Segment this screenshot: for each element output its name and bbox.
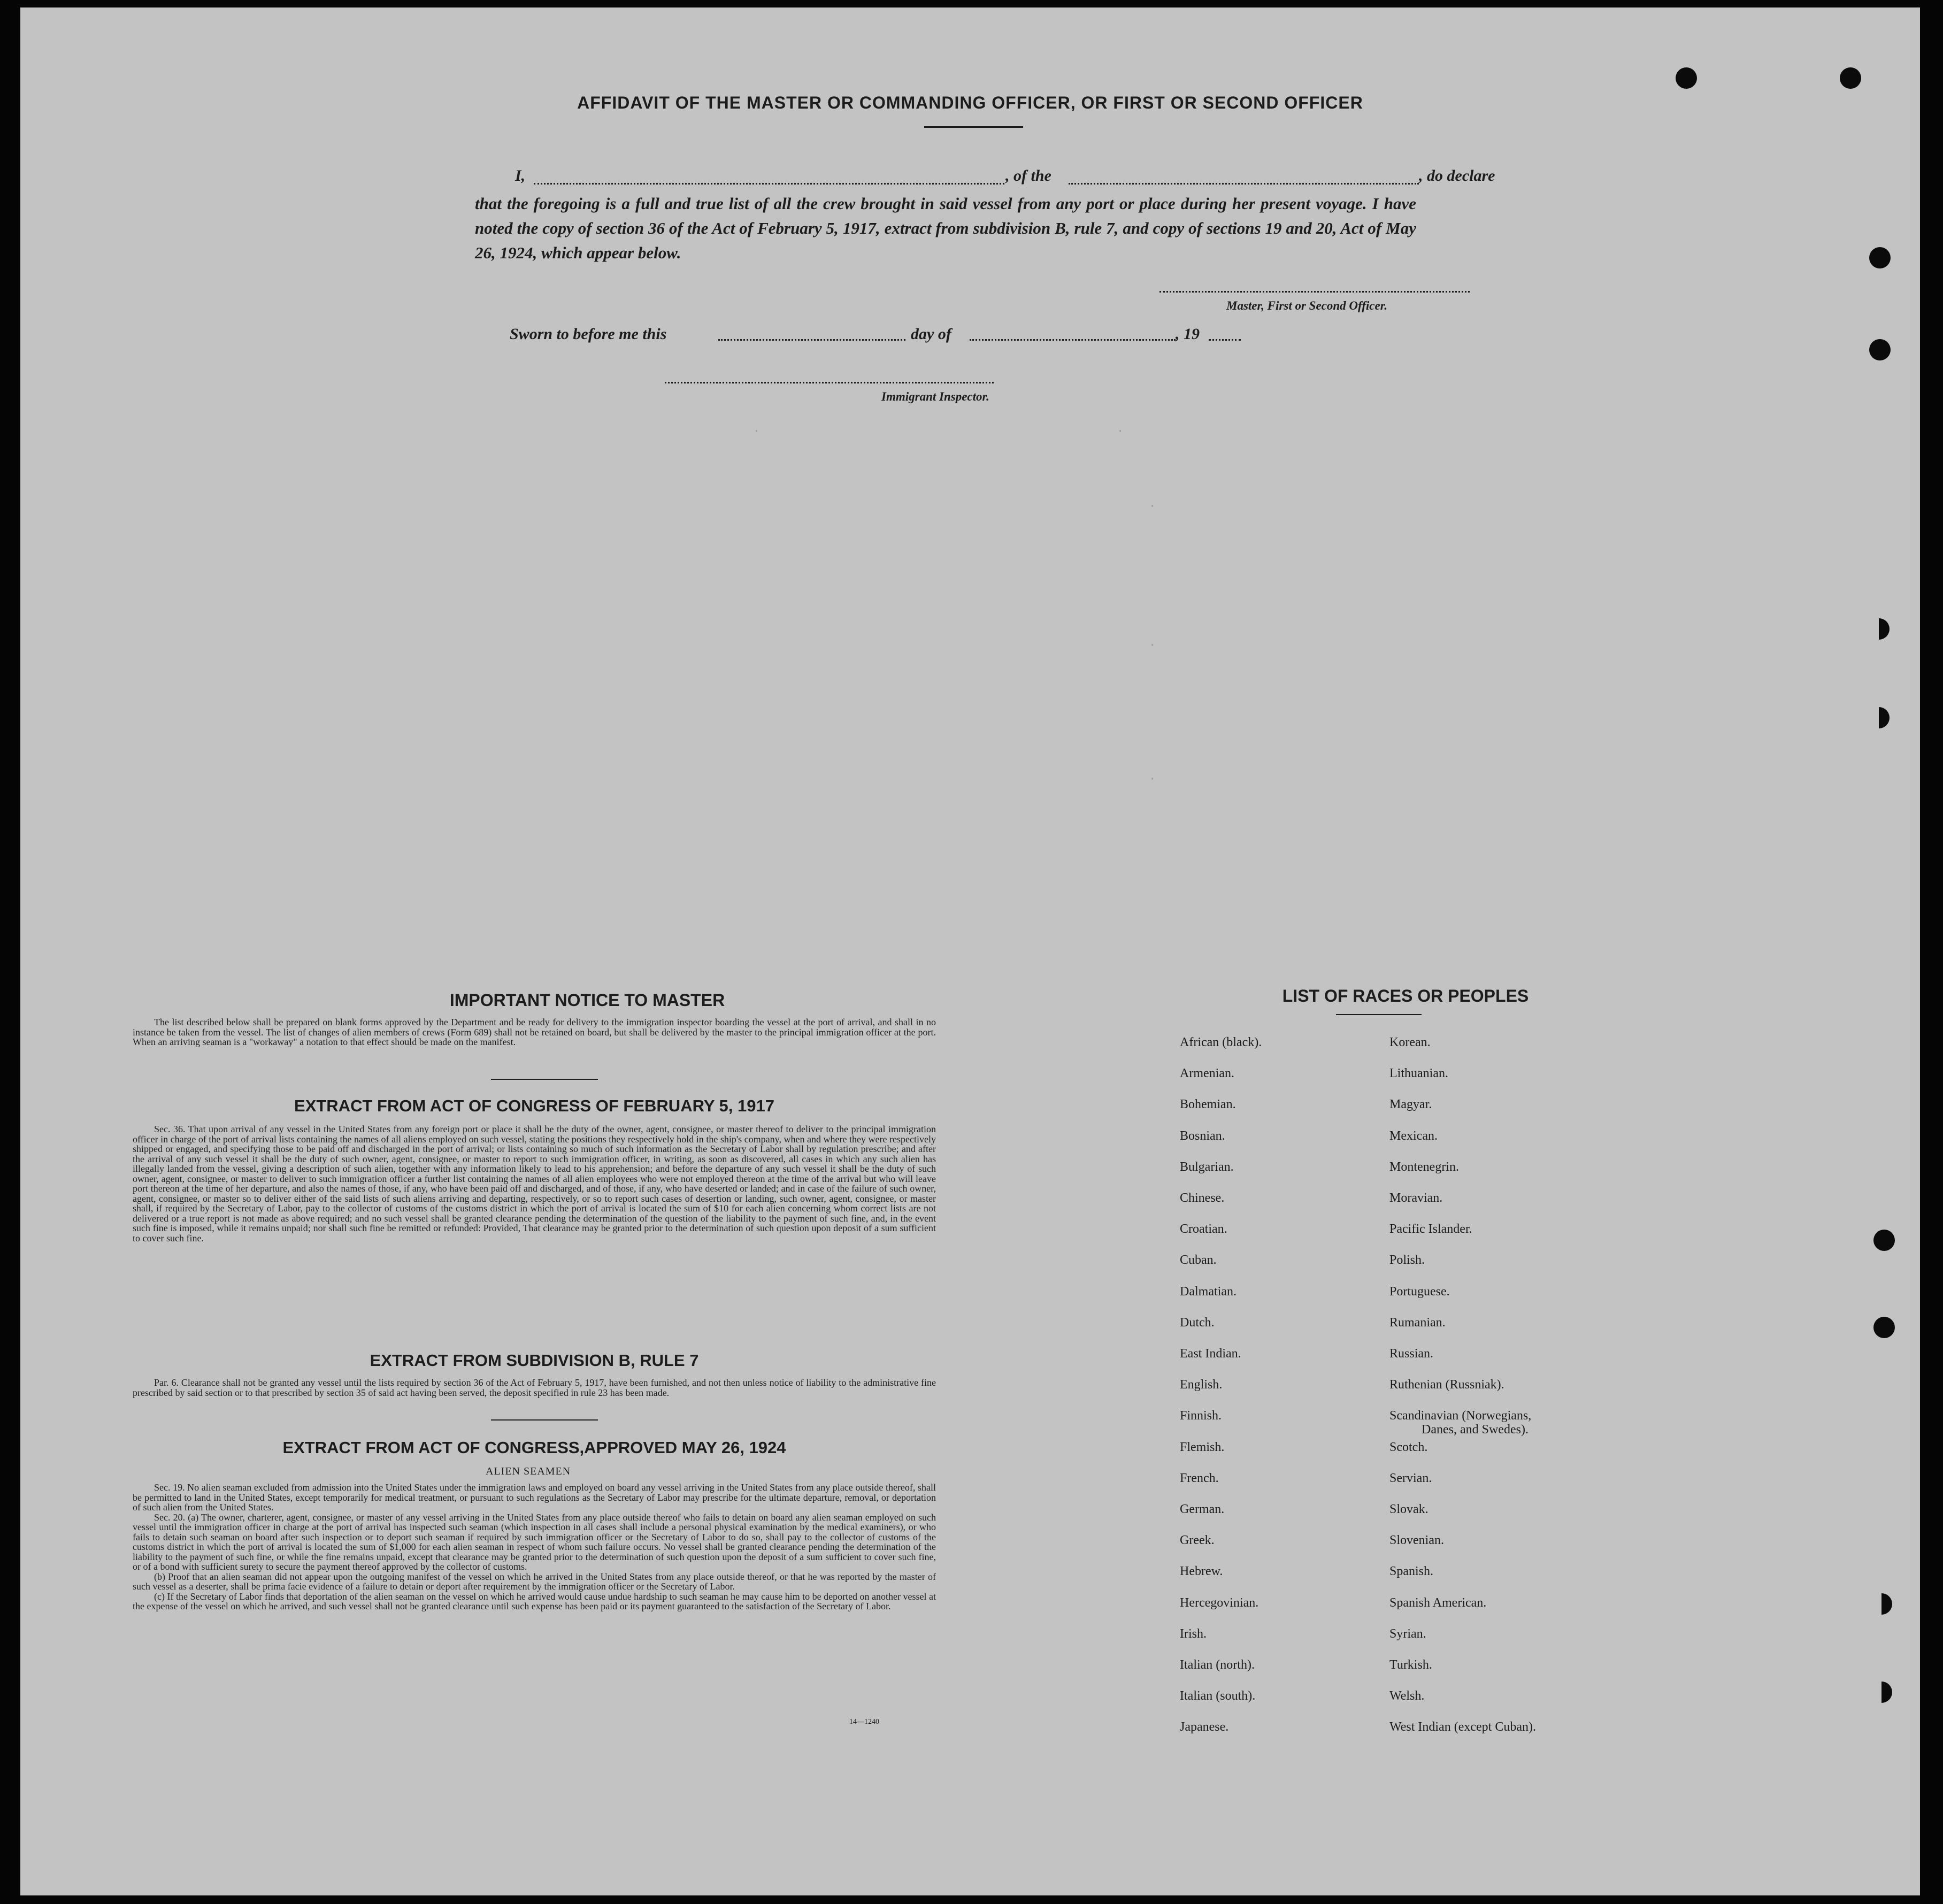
race-item: Bulgarian. — [1180, 1160, 1234, 1174]
i-label: I, — [515, 167, 526, 185]
inspector-label: Immigrant Inspector. — [881, 390, 989, 403]
race-item: Polish. — [1389, 1253, 1425, 1268]
punch-hole — [1869, 339, 1891, 360]
race-item: African (black). — [1180, 1035, 1262, 1049]
punch-hole — [1871, 1593, 1892, 1615]
bleed-through-mark: · — [753, 425, 761, 438]
extract-1917-paragraph: Sec. 36. That upon arrival of any vessel in the United States from any foreign port or place it shall be the duty of the owner, agent, consignee, or master thereof to deliver to the principal immigration officer in charge of the port of arrival lists containing the names of all aliens employed on such vessel, stating the positions they respectively hold in the ship's company, when and where they were respectively shipped or engaged, and specifying those to be paid off and discharged in the port of arrival; or lists containing so much of such information as the Secretary of Labor shall by regulation prescribe; and after the arrival of any such vessel it shall be the duty of such owner, agent, consignee, or master to report to such immigration officer, in writing, as soon as discovered, all cases in which any such alien has illegally landed from the vessel, giving a description of such alien, together with any information likely to lead to his apprehension; and before the departure of any such vessel it shall be the duty of such owner, agent, consignee, or master to deliver to such immigration officer a further list containing the names of all alien employees who were not employed thereon at the time of the arrival but who will leave port thereon at the time of her departure, and also the names of those, if any, who have been paid off and discharged, and of those, if any, who have deserted or landed; and in case of the failure of such owner, agent, consignee, or master so to deliver either of the said lists of such aliens arriving and departing, respectively, or so to report such cases of desertion or landing, such owner, agent, consignee, or master shall, if required by the Secretary of Labor, pay to the collector of customs of the customs district in which the port of arrival is located the sum of $10 for each alien concerning whom correct lists are not delivered or a true report is not made as above required; and no such vessel shall be granted clearance pending the determination of the question of the liability to the payment of such fine, and, in the event such fine is imposed, while it remains unpaid; nor shall such fine be remitted or refunded: Provided, That clearance may be granted prior to the determination of such question upon deposit of a sum sufficient to cover such fine. — [133, 1124, 936, 1243]
form-number: 14—1240 — [849, 1718, 879, 1726]
race-item: Hebrew. — [1180, 1564, 1223, 1579]
race-item: German. — [1180, 1502, 1225, 1516]
race-item: Scandinavian (Norwegians, — [1389, 1409, 1532, 1423]
race-item: Servian. — [1389, 1471, 1432, 1485]
race-item: Slovak. — [1389, 1502, 1429, 1516]
race-item: French. — [1180, 1471, 1219, 1485]
race-item: Slovenian. — [1389, 1533, 1444, 1548]
bleed-through-mark: · — [1117, 425, 1124, 438]
race-item: Montenegrin. — [1389, 1160, 1459, 1174]
vessel-blank[interactable] — [1069, 183, 1419, 185]
race-item: Finnish. — [1180, 1409, 1222, 1423]
alien-seamen-subtitle: ALIEN SEAMEN — [486, 1465, 571, 1477]
affidavit-title: AFFIDAVIT OF THE MASTER OR COMMANDING OFFICER, OR FIRST OR SECOND OFFICER — [577, 93, 1363, 112]
sec-20c-paragraph: (c) If the Secretary of Labor finds that deportation of the alien seaman on the vessel on which he arrived would cause undue hardship to such seaman he may cause him to be deported on another vessel at the expense of the vessel on which he arrived, and such vessel shall not be granted clearance until such expense has been paid or its payment guaranteed to the satisfaction of the Secretary of Labor. — [133, 1591, 936, 1611]
extract-1917-text — [133, 1124, 936, 1243]
declaration-text: that the foregoing is a full and true list of all the crew brought in said vessel from any port or place during her present voyage. I have noted the copy of section 36 of the Act of February 5, 1917, extract from subdivision B, rule 7, and copy of sections 19 and 20, Act of May 26, 1924, which appear below. — [475, 194, 1416, 262]
race-item: Syrian. — [1389, 1626, 1426, 1641]
master-signature-label: Master, First or Second Officer. — [1226, 299, 1388, 312]
race-item: Portuguese. — [1389, 1284, 1450, 1299]
of-the-label: , of the — [1005, 167, 1051, 185]
punch-hole — [1871, 1682, 1892, 1703]
race-item: Armenian. — [1180, 1066, 1234, 1081]
punch-hole — [1840, 67, 1861, 89]
race-item: Turkish. — [1389, 1658, 1432, 1672]
year-blank[interactable] — [1209, 339, 1241, 341]
title-underline — [924, 126, 1023, 128]
notice-paragraph: The list described below shall be prepared on blank forms approved by the Department and be ready for delivery to the immigration inspector boarding the vessel at the port of arrival, and shall in no instance be taken from the vessel. The list of changes of alien members of crews (Form 689) shall not be retained on board, but shall be delivered by the master to the principal immigration officer at the port. When an arriving seaman is a "workaway" a notation to that effect should be made on the manifest. — [133, 1017, 936, 1047]
sworn-month-blank[interactable] — [970, 339, 1176, 341]
race-item: Ruthenian (Russniak). — [1389, 1378, 1504, 1392]
punch-hole — [1868, 618, 1890, 640]
race-item: Hercegovinian. — [1180, 1595, 1259, 1610]
extract-1924-text — [133, 1483, 936, 1611]
punch-hole — [1873, 1230, 1895, 1251]
race-item: Rumanian. — [1389, 1315, 1446, 1330]
notice-text — [133, 1017, 936, 1047]
sec-20b-paragraph: (b) Proof that an alien seaman did not appear upon the outgoing manifest of the vessel on which he arrived in the United States from any place outside thereof, or that he was reported by the master of such vessel as a deserter, shall be prima facie evidence of a failure to detain or deport after requirement by the immigration officer or the Secretary of Labor. — [133, 1571, 936, 1592]
bleed-through-mark: · — [1149, 772, 1156, 786]
race-item-continuation: Danes, and Swedes). — [1422, 1423, 1529, 1437]
race-item: Italian (north). — [1180, 1658, 1255, 1672]
do-declare-label: , do declare — [1419, 167, 1495, 185]
notice-title: IMPORTANT NOTICE TO MASTER — [449, 991, 725, 1010]
race-item: Korean. — [1389, 1035, 1431, 1049]
inspector-signature-blank[interactable] — [665, 382, 994, 383]
race-item: Lithuanian. — [1389, 1066, 1448, 1081]
sec-20a-paragraph: Sec. 20. (a) The owner, charterer, agent, consignee, or master of any vessel arriving in the United States from any place outside thereof who fails to detain on board any alien seaman employed on such vessel until the immigration officer in charge at the port of arrival has inspected such seaman (which inspection in all cases shall include a personal physical examination by the medical examiners), or who fails to detain such seaman on board after such inspection or to deport such seaman if required by such immigration officer or the Secretary of Labor to do so, shall pay to the collector of customs of the customs district in which the port of arrival is located the sum of $1,000 for each alien seaman in respect of whom such failure occurs. No vessel shall be granted clearance pending the determination of the liability to the payment of such fine, or while the fine remains unpaid, except that clearance may be granted prior to the determination of such question upon the deposit of a sum sufficient to cover such fine, or of a bond with sufficient surety to secure the payment thereof approved by the collector of customs. — [133, 1511, 936, 1572]
section-divider — [491, 1419, 598, 1421]
race-item: Bosnian. — [1180, 1128, 1225, 1143]
race-item: Pacific Islander. — [1389, 1222, 1472, 1237]
race-item: Moravian. — [1389, 1191, 1443, 1205]
race-item: Chinese. — [1180, 1191, 1225, 1205]
year-label: , 19 — [1176, 325, 1200, 343]
race-item: Magyar. — [1389, 1097, 1432, 1112]
race-item: Welsh. — [1389, 1689, 1425, 1703]
punch-hole — [1873, 1317, 1895, 1338]
extract-rule7-paragraph: Par. 6. Clearance shall not be granted any vessel until the lists required by section 36 of the Act of February 5, 1917, have been furnished, and not then unless notice of liability to the administrative fine prescribed by said section or to that prescribed by section 35 of said act having been served, the deposit specified in rule 23 has been made. — [133, 1377, 936, 1398]
sworn-day-blank[interactable] — [718, 339, 905, 341]
race-item: Flemish. — [1180, 1440, 1225, 1454]
race-item: Greek. — [1180, 1533, 1215, 1548]
punch-hole — [1868, 707, 1890, 728]
extract-rule7-title: EXTRACT FROM SUBDIVISION B, RULE 7 — [370, 1351, 699, 1370]
punch-hole — [1869, 247, 1891, 268]
race-item: Japanese. — [1180, 1720, 1229, 1734]
name-blank[interactable] — [534, 183, 1004, 185]
race-item: Dalmatian. — [1180, 1284, 1237, 1299]
section-divider — [491, 1079, 598, 1080]
extract-1917-title: EXTRACT FROM ACT OF CONGRESS OF FEBRUARY 5, 1917 — [294, 1096, 774, 1115]
sworn-label: Sworn to before me this — [510, 325, 667, 343]
race-item: Spanish. — [1389, 1564, 1434, 1579]
punch-hole — [1676, 67, 1697, 89]
race-item: Dutch. — [1180, 1315, 1215, 1330]
race-item: Irish. — [1180, 1626, 1207, 1641]
master-signature-blank[interactable] — [1159, 291, 1470, 293]
race-item: Croatian. — [1180, 1222, 1227, 1237]
race-item: Cuban. — [1180, 1253, 1217, 1268]
bleed-through-mark: · — [1149, 639, 1156, 652]
document-page — [20, 7, 1920, 1895]
day-of-label: day of — [911, 325, 951, 343]
race-item: Bohemian. — [1180, 1097, 1236, 1112]
races-title-underline — [1336, 1014, 1422, 1015]
race-item: English. — [1180, 1378, 1223, 1392]
race-item: West Indian (except Cuban). — [1389, 1720, 1536, 1734]
sec-19-paragraph: Sec. 19. No alien seaman excluded from admission into the United States under the immigration laws and employed on board any vessel arriving in the United States from any place outside thereof, shall be permitted to land in the United States, except temporarily for medical treatment, or pursuant to such regulations as the Secretary of Labor may prescribe for the ultimate departure, removal, or deportation of such alien from the United States. — [133, 1482, 936, 1513]
race-item: Spanish American. — [1389, 1595, 1487, 1610]
race-item: Russian. — [1389, 1347, 1434, 1361]
race-item: Scotch. — [1389, 1440, 1428, 1454]
race-item: Mexican. — [1389, 1128, 1438, 1143]
extract-rule7-text — [133, 1378, 936, 1398]
bleed-through-mark: · — [1149, 500, 1156, 513]
race-item: Italian (south). — [1180, 1689, 1256, 1703]
race-item: East Indian. — [1180, 1347, 1241, 1361]
races-title: LIST OF RACES OR PEOPLES — [1282, 986, 1529, 1005]
extract-1924-title: EXTRACT FROM ACT OF CONGRESS,APPROVED MAY 26, 1924 — [282, 1438, 786, 1457]
